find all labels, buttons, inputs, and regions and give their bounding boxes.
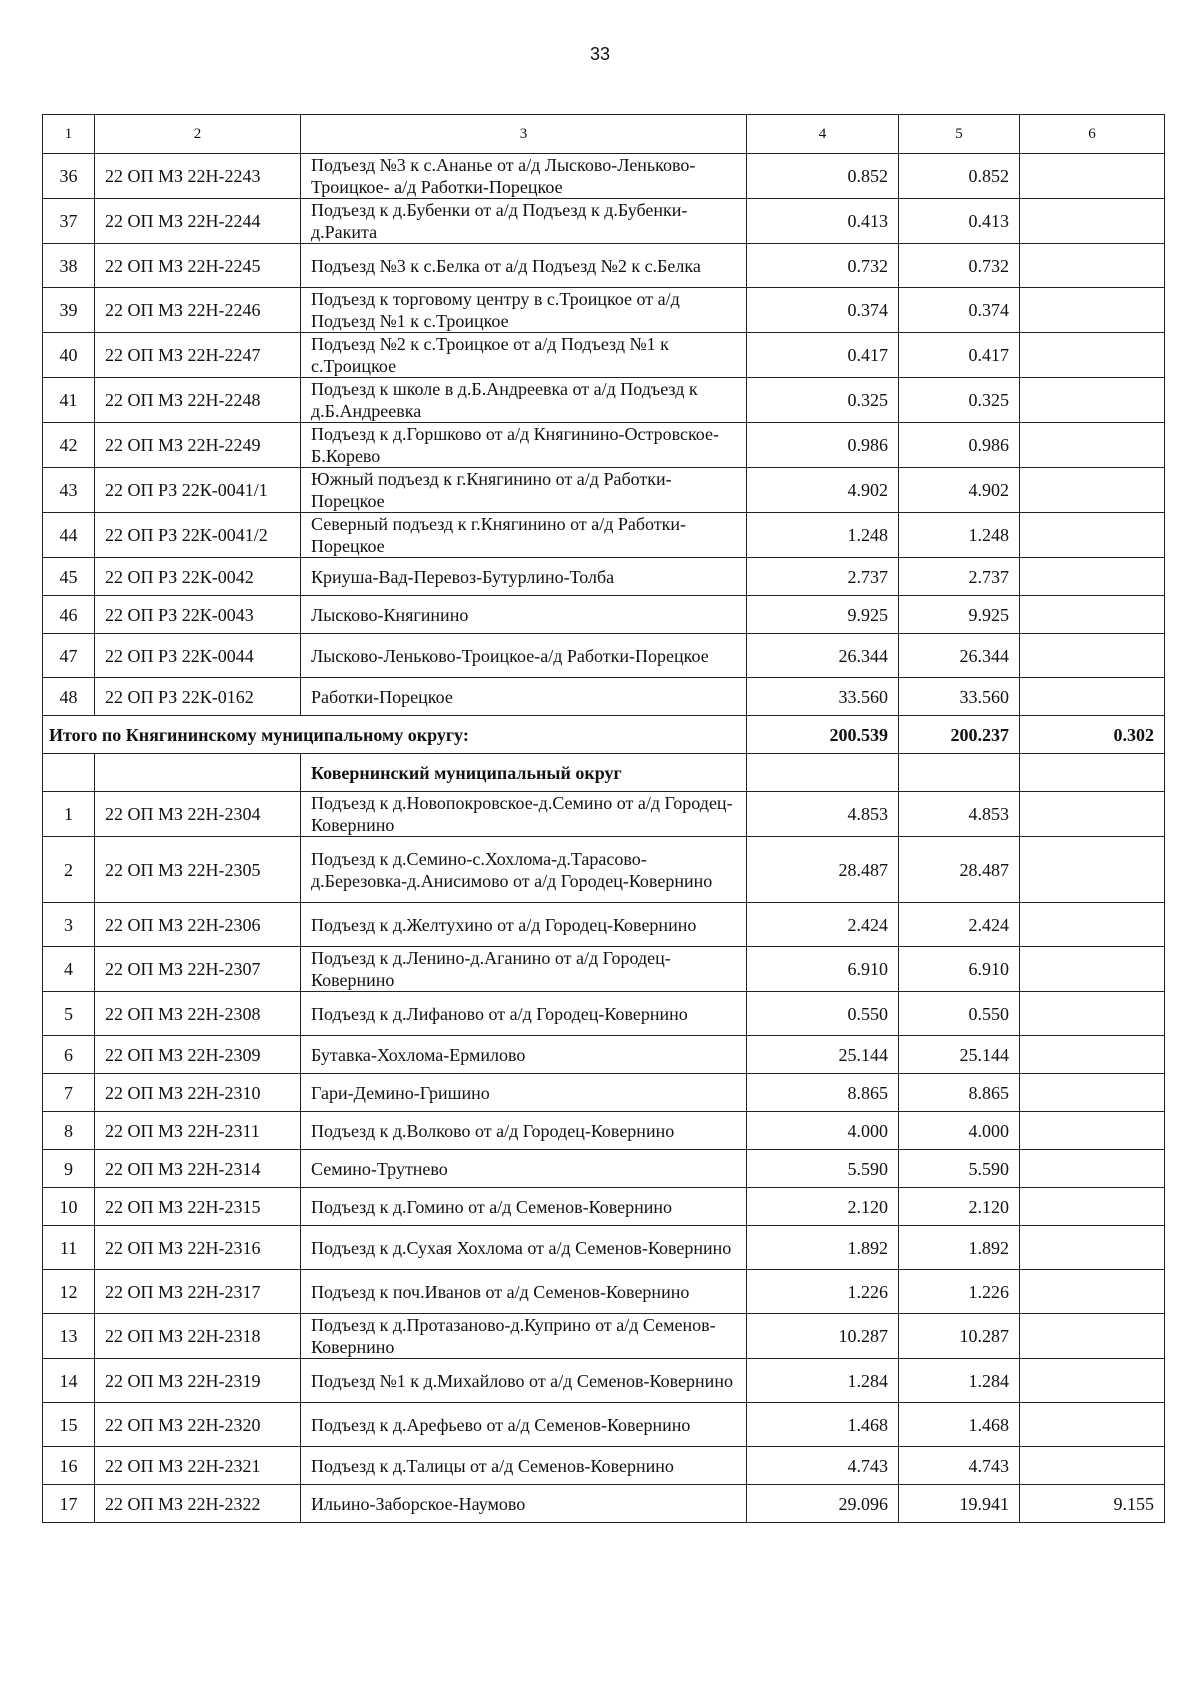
- row-number: 17: [43, 1485, 95, 1523]
- length-paved: 1.892: [899, 1226, 1020, 1270]
- roads-table: [42, 114, 1165, 1523]
- road-name: Подъезд к поч.Иванов от а/д Семенов-Ковернино: [301, 1270, 747, 1314]
- road-name: Работки-Порецкое: [301, 678, 747, 716]
- length-paved: 5.590: [899, 1150, 1020, 1188]
- table-row: [43, 634, 1165, 678]
- column-header: 4: [747, 115, 899, 154]
- length-total: 1.468: [747, 1403, 899, 1447]
- road-code: 22 ОП МЗ 22Н-2307: [95, 947, 301, 992]
- road-name: Подъезд к д.Ленино-д.Аганино от а/д Городец-Ковернино: [301, 947, 747, 992]
- road-code: 22 ОП МЗ 22Н-2245: [95, 244, 301, 288]
- length-total: 1.248: [747, 513, 899, 558]
- length-total: 8.865: [747, 1074, 899, 1112]
- road-code: 22 ОП МЗ 22Н-2321: [95, 1447, 301, 1485]
- length-total: 0.417: [747, 333, 899, 378]
- table-row: [43, 596, 1165, 634]
- road-code: 22 ОП МЗ 22Н-2318: [95, 1314, 301, 1359]
- row-number: 15: [43, 1403, 95, 1447]
- road-code: 22 ОП МЗ 22Н-2249: [95, 423, 301, 468]
- row-number: 41: [43, 378, 95, 423]
- length-paved: 1.284: [899, 1359, 1020, 1403]
- length-other: [1020, 596, 1165, 634]
- road-code: 22 ОП МЗ 22Н-2311: [95, 1112, 301, 1150]
- table-row: [43, 837, 1165, 903]
- row-number: 39: [43, 288, 95, 333]
- length-other: [1020, 1359, 1165, 1403]
- length-paved: 26.344: [899, 634, 1020, 678]
- row-number: 7: [43, 1074, 95, 1112]
- length-other: [1020, 1112, 1165, 1150]
- road-name: Бутавка-Хохлома-Ермилово: [301, 1036, 747, 1074]
- road-code: 22 ОП МЗ 22Н-2247: [95, 333, 301, 378]
- road-name: Подъезд к д.Горшково от а/д Княгинино-Островское-Б.Корево: [301, 423, 747, 468]
- table-row: [43, 468, 1165, 513]
- length-total: 0.852: [747, 154, 899, 199]
- table-row: [43, 199, 1165, 244]
- length-other: [1020, 1074, 1165, 1112]
- column-header: 3: [301, 115, 747, 154]
- length-total: 5.590: [747, 1150, 899, 1188]
- row-number: 6: [43, 1036, 95, 1074]
- table-row: [43, 423, 1165, 468]
- length-other: [1020, 1447, 1165, 1485]
- table-row: [43, 288, 1165, 333]
- table-row: [43, 1036, 1165, 1074]
- road-name: Подъезд к д.Новопокровское-д.Семино от а/д Городец-Ковернино: [301, 792, 747, 837]
- length-total: 0.550: [747, 992, 899, 1036]
- length-other: [1020, 513, 1165, 558]
- length-total: 33.560: [747, 678, 899, 716]
- length-paved: 2.424: [899, 903, 1020, 947]
- length-paved: 4.853: [899, 792, 1020, 837]
- table-row: [43, 903, 1165, 947]
- length-paved: 2.120: [899, 1188, 1020, 1226]
- table-row: [43, 792, 1165, 837]
- length-other: [1020, 199, 1165, 244]
- table-row: [43, 333, 1165, 378]
- length-paved: 1.226: [899, 1270, 1020, 1314]
- length-other: [1020, 678, 1165, 716]
- road-name: Подъезд к д.Бубенки от а/д Подъезд к д.Бубенки-д.Ракита: [301, 199, 747, 244]
- total-paved: 200.237: [899, 716, 1020, 754]
- road-code: 22 ОП РЗ 22К-0041/2: [95, 513, 301, 558]
- row-number: 40: [43, 333, 95, 378]
- length-total: 2.737: [747, 558, 899, 596]
- length-other: [1020, 423, 1165, 468]
- row-number: 3: [43, 903, 95, 947]
- row-number: 8: [43, 1112, 95, 1150]
- row-number: 42: [43, 423, 95, 468]
- length-total: 0.986: [747, 423, 899, 468]
- row-number: 9: [43, 1150, 95, 1188]
- road-name: Семино-Трутнево: [301, 1150, 747, 1188]
- length-other: [1020, 1036, 1165, 1074]
- road-name: Подъезд к д.Гомино от а/д Семенов-Ковернино: [301, 1188, 747, 1226]
- road-name: Подъезд к д.Семино-с.Хохлома-д.Тарасово-д.Березовка-д.Анисимово от а/д Городец-Ковернино: [301, 837, 747, 903]
- length-other: [1020, 1226, 1165, 1270]
- length-paved: 10.287: [899, 1314, 1020, 1359]
- road-name: Гари-Демино-Гришино: [301, 1074, 747, 1112]
- row-number: 4: [43, 947, 95, 992]
- empty-cell: [747, 754, 899, 792]
- road-name: Подъезд к д.Арефьево от а/д Семенов-Ковернино: [301, 1403, 747, 1447]
- road-code: 22 ОП МЗ 22Н-2314: [95, 1150, 301, 1188]
- length-total: 29.096: [747, 1485, 899, 1523]
- length-paved: 19.941: [899, 1485, 1020, 1523]
- row-number: 5: [43, 992, 95, 1036]
- length-paved: 0.986: [899, 423, 1020, 468]
- column-header: 1: [43, 115, 95, 154]
- section-title: Ковернинский муниципальный округ: [301, 754, 747, 792]
- length-total: 4.000: [747, 1112, 899, 1150]
- table-row: [43, 1074, 1165, 1112]
- road-name: Подъезд к д.Протазаново-д.Куприно от а/д Семенов-Ковернино: [301, 1314, 747, 1359]
- row-number: 11: [43, 1226, 95, 1270]
- road-name: Подъезд к школе в д.Б.Андреевка от а/д Подъезд к д.Б.Андреевка: [301, 378, 747, 423]
- road-code: 22 ОП МЗ 22Н-2305: [95, 837, 301, 903]
- road-code: 22 ОП МЗ 22Н-2315: [95, 1188, 301, 1226]
- road-name: Лысково-Княгинино: [301, 596, 747, 634]
- road-code: 22 ОП МЗ 22Н-2309: [95, 1036, 301, 1074]
- length-paved: 0.374: [899, 288, 1020, 333]
- road-code: 22 ОП МЗ 22Н-2243: [95, 154, 301, 199]
- length-other: [1020, 1188, 1165, 1226]
- length-total: 0.413: [747, 199, 899, 244]
- table-row: [43, 1112, 1165, 1150]
- table-body: [43, 115, 1165, 1523]
- road-name: Северный подъезд к г.Княгинино от а/д Работки-Порецкое: [301, 513, 747, 558]
- table-row: [43, 678, 1165, 716]
- table-row: [43, 1314, 1165, 1359]
- length-other: [1020, 1314, 1165, 1359]
- length-other: [1020, 1403, 1165, 1447]
- road-name: Криуша-Вад-Перевоз-Бутурлино-Толба: [301, 558, 747, 596]
- road-code: 22 ОП МЗ 22Н-2244: [95, 199, 301, 244]
- road-code: 22 ОП МЗ 22Н-2320: [95, 1403, 301, 1447]
- length-paved: 0.413: [899, 199, 1020, 244]
- length-paved: 1.248: [899, 513, 1020, 558]
- length-paved: 33.560: [899, 678, 1020, 716]
- road-code: 22 ОП РЗ 22К-0042: [95, 558, 301, 596]
- length-other: [1020, 1270, 1165, 1314]
- length-other: [1020, 378, 1165, 423]
- row-number: 37: [43, 199, 95, 244]
- table-row: [43, 513, 1165, 558]
- road-code: 22 ОП МЗ 22Н-2310: [95, 1074, 301, 1112]
- empty-cell: [1020, 754, 1165, 792]
- table-row: [43, 1359, 1165, 1403]
- road-code: 22 ОП МЗ 22Н-2304: [95, 792, 301, 837]
- road-code: 22 ОП МЗ 22Н-2317: [95, 1270, 301, 1314]
- section-header-kovernino: [43, 754, 1165, 792]
- empty-cell: [95, 754, 301, 792]
- length-paved: 4.000: [899, 1112, 1020, 1150]
- length-total: 26.344: [747, 634, 899, 678]
- page-number: 33: [589, 44, 611, 64]
- length-paved: 9.925: [899, 596, 1020, 634]
- column-header: 2: [95, 115, 301, 154]
- row-number: 46: [43, 596, 95, 634]
- length-other: [1020, 244, 1165, 288]
- road-name: Подъезд к торговому центру в с.Троицкое от а/д Подъезд №1 к с.Троицкое: [301, 288, 747, 333]
- length-paved: 0.852: [899, 154, 1020, 199]
- road-code: 22 ОП МЗ 22Н-2306: [95, 903, 301, 947]
- length-total: 1.226: [747, 1270, 899, 1314]
- length-paved: 0.732: [899, 244, 1020, 288]
- row-number: 44: [43, 513, 95, 558]
- table-row: [43, 1188, 1165, 1226]
- row-number: 14: [43, 1359, 95, 1403]
- length-paved: 4.743: [899, 1447, 1020, 1485]
- row-number: 16: [43, 1447, 95, 1485]
- length-other: 9.155: [1020, 1485, 1165, 1523]
- length-total: 1.892: [747, 1226, 899, 1270]
- length-other: [1020, 947, 1165, 992]
- road-name: Подъезд к д.Талицы от а/д Семенов-Ковернино: [301, 1447, 747, 1485]
- length-paved: 4.902: [899, 468, 1020, 513]
- length-paved: 0.550: [899, 992, 1020, 1036]
- length-paved: 6.910: [899, 947, 1020, 992]
- row-number: 12: [43, 1270, 95, 1314]
- road-code: 22 ОП МЗ 22Н-2319: [95, 1359, 301, 1403]
- row-number: 45: [43, 558, 95, 596]
- table-row: [43, 1150, 1165, 1188]
- row-number: 10: [43, 1188, 95, 1226]
- length-total: 0.374: [747, 288, 899, 333]
- row-number: 43: [43, 468, 95, 513]
- road-name: Южный подъезд к г.Княгинино от а/д Работки-Порецкое: [301, 468, 747, 513]
- table-row: [43, 244, 1165, 288]
- road-code: 22 ОП РЗ 22К-0162: [95, 678, 301, 716]
- length-other: [1020, 154, 1165, 199]
- length-total: 25.144: [747, 1036, 899, 1074]
- length-paved: 1.468: [899, 1403, 1020, 1447]
- length-other: [1020, 333, 1165, 378]
- length-paved: 28.487: [899, 837, 1020, 903]
- table-row: [43, 154, 1165, 199]
- length-total: 0.732: [747, 244, 899, 288]
- length-total: 1.284: [747, 1359, 899, 1403]
- row-number: 2: [43, 837, 95, 903]
- table-row: [43, 1270, 1165, 1314]
- length-other: [1020, 558, 1165, 596]
- length-total: 10.287: [747, 1314, 899, 1359]
- road-code: 22 ОП РЗ 22К-0043: [95, 596, 301, 634]
- road-name: Подъезд к д.Сухая Хохлома от а/д Семенов-Ковернино: [301, 1226, 747, 1270]
- row-number: 38: [43, 244, 95, 288]
- road-code: 22 ОП МЗ 22Н-2316: [95, 1226, 301, 1270]
- road-name: Подъезд №3 к с.Белка от а/д Подъезд №2 к с.Белка: [301, 244, 747, 288]
- length-total: 28.487: [747, 837, 899, 903]
- total-label: Итого по Княгининскому муниципальному округу:: [43, 716, 747, 754]
- road-code: 22 ОП РЗ 22К-0041/1: [95, 468, 301, 513]
- length-other: [1020, 903, 1165, 947]
- table-row: [43, 992, 1165, 1036]
- row-number: 13: [43, 1314, 95, 1359]
- road-code: 22 ОП РЗ 22К-0044: [95, 634, 301, 678]
- road-code: 22 ОП МЗ 22Н-2322: [95, 1485, 301, 1523]
- length-total: 0.325: [747, 378, 899, 423]
- table-row: [43, 558, 1165, 596]
- length-total: 4.902: [747, 468, 899, 513]
- length-total: 9.925: [747, 596, 899, 634]
- length-total: 2.424: [747, 903, 899, 947]
- length-other: [1020, 992, 1165, 1036]
- column-header-row: [43, 115, 1165, 154]
- table-row: [43, 1403, 1165, 1447]
- length-total: 4.743: [747, 1447, 899, 1485]
- row-number: 48: [43, 678, 95, 716]
- road-code: 22 ОП МЗ 22Н-2248: [95, 378, 301, 423]
- road-name: Ильино-Заборское-Наумово: [301, 1485, 747, 1523]
- table-row: [43, 947, 1165, 992]
- length-paved: 25.144: [899, 1036, 1020, 1074]
- table-row: [43, 1485, 1165, 1523]
- length-total: 4.853: [747, 792, 899, 837]
- length-total: 6.910: [747, 947, 899, 992]
- table-row: [43, 1447, 1165, 1485]
- length-other: [1020, 634, 1165, 678]
- road-name: Подъезд к д.Желтухино от а/д Городец-Ковернино: [301, 903, 747, 947]
- row-number: 36: [43, 154, 95, 199]
- table-row: [43, 1226, 1165, 1270]
- column-header: 5: [899, 115, 1020, 154]
- road-name: Подъезд №3 к с.Ананье от а/д Лысково-Леньково-Троицкое- а/д Работки-Порецкое: [301, 154, 747, 199]
- road-name: Подъезд к д.Волково от а/д Городец-Ковернино: [301, 1112, 747, 1150]
- row-number: 47: [43, 634, 95, 678]
- length-other: [1020, 288, 1165, 333]
- length-other: [1020, 837, 1165, 903]
- length-paved: 0.325: [899, 378, 1020, 423]
- empty-cell: [43, 754, 95, 792]
- length-paved: 8.865: [899, 1074, 1020, 1112]
- length-other: [1020, 1150, 1165, 1188]
- empty-cell: [899, 754, 1020, 792]
- total-other: 0.302: [1020, 716, 1165, 754]
- road-code: 22 ОП МЗ 22Н-2246: [95, 288, 301, 333]
- total-row-knyaginino: [43, 716, 1165, 754]
- road-name: Подъезд к д.Лифаново от а/д Городец-Ковернино: [301, 992, 747, 1036]
- road-code: 22 ОП МЗ 22Н-2308: [95, 992, 301, 1036]
- column-header: 6: [1020, 115, 1165, 154]
- table-row: [43, 378, 1165, 423]
- length-paved: 0.417: [899, 333, 1020, 378]
- length-paved: 2.737: [899, 558, 1020, 596]
- length-total: 2.120: [747, 1188, 899, 1226]
- row-number: 1: [43, 792, 95, 837]
- length-other: [1020, 792, 1165, 837]
- road-name: Лысково-Леньково-Троицкое-а/д Работки-Порецкое: [301, 634, 747, 678]
- road-name: Подъезд №1 к д.Михайлово от а/д Семенов-Ковернино: [301, 1359, 747, 1403]
- length-other: [1020, 468, 1165, 513]
- total-length: 200.539: [747, 716, 899, 754]
- road-name: Подъезд №2 к с.Троицкое от а/д Подъезд №1 к с.Троицкое: [301, 333, 747, 378]
